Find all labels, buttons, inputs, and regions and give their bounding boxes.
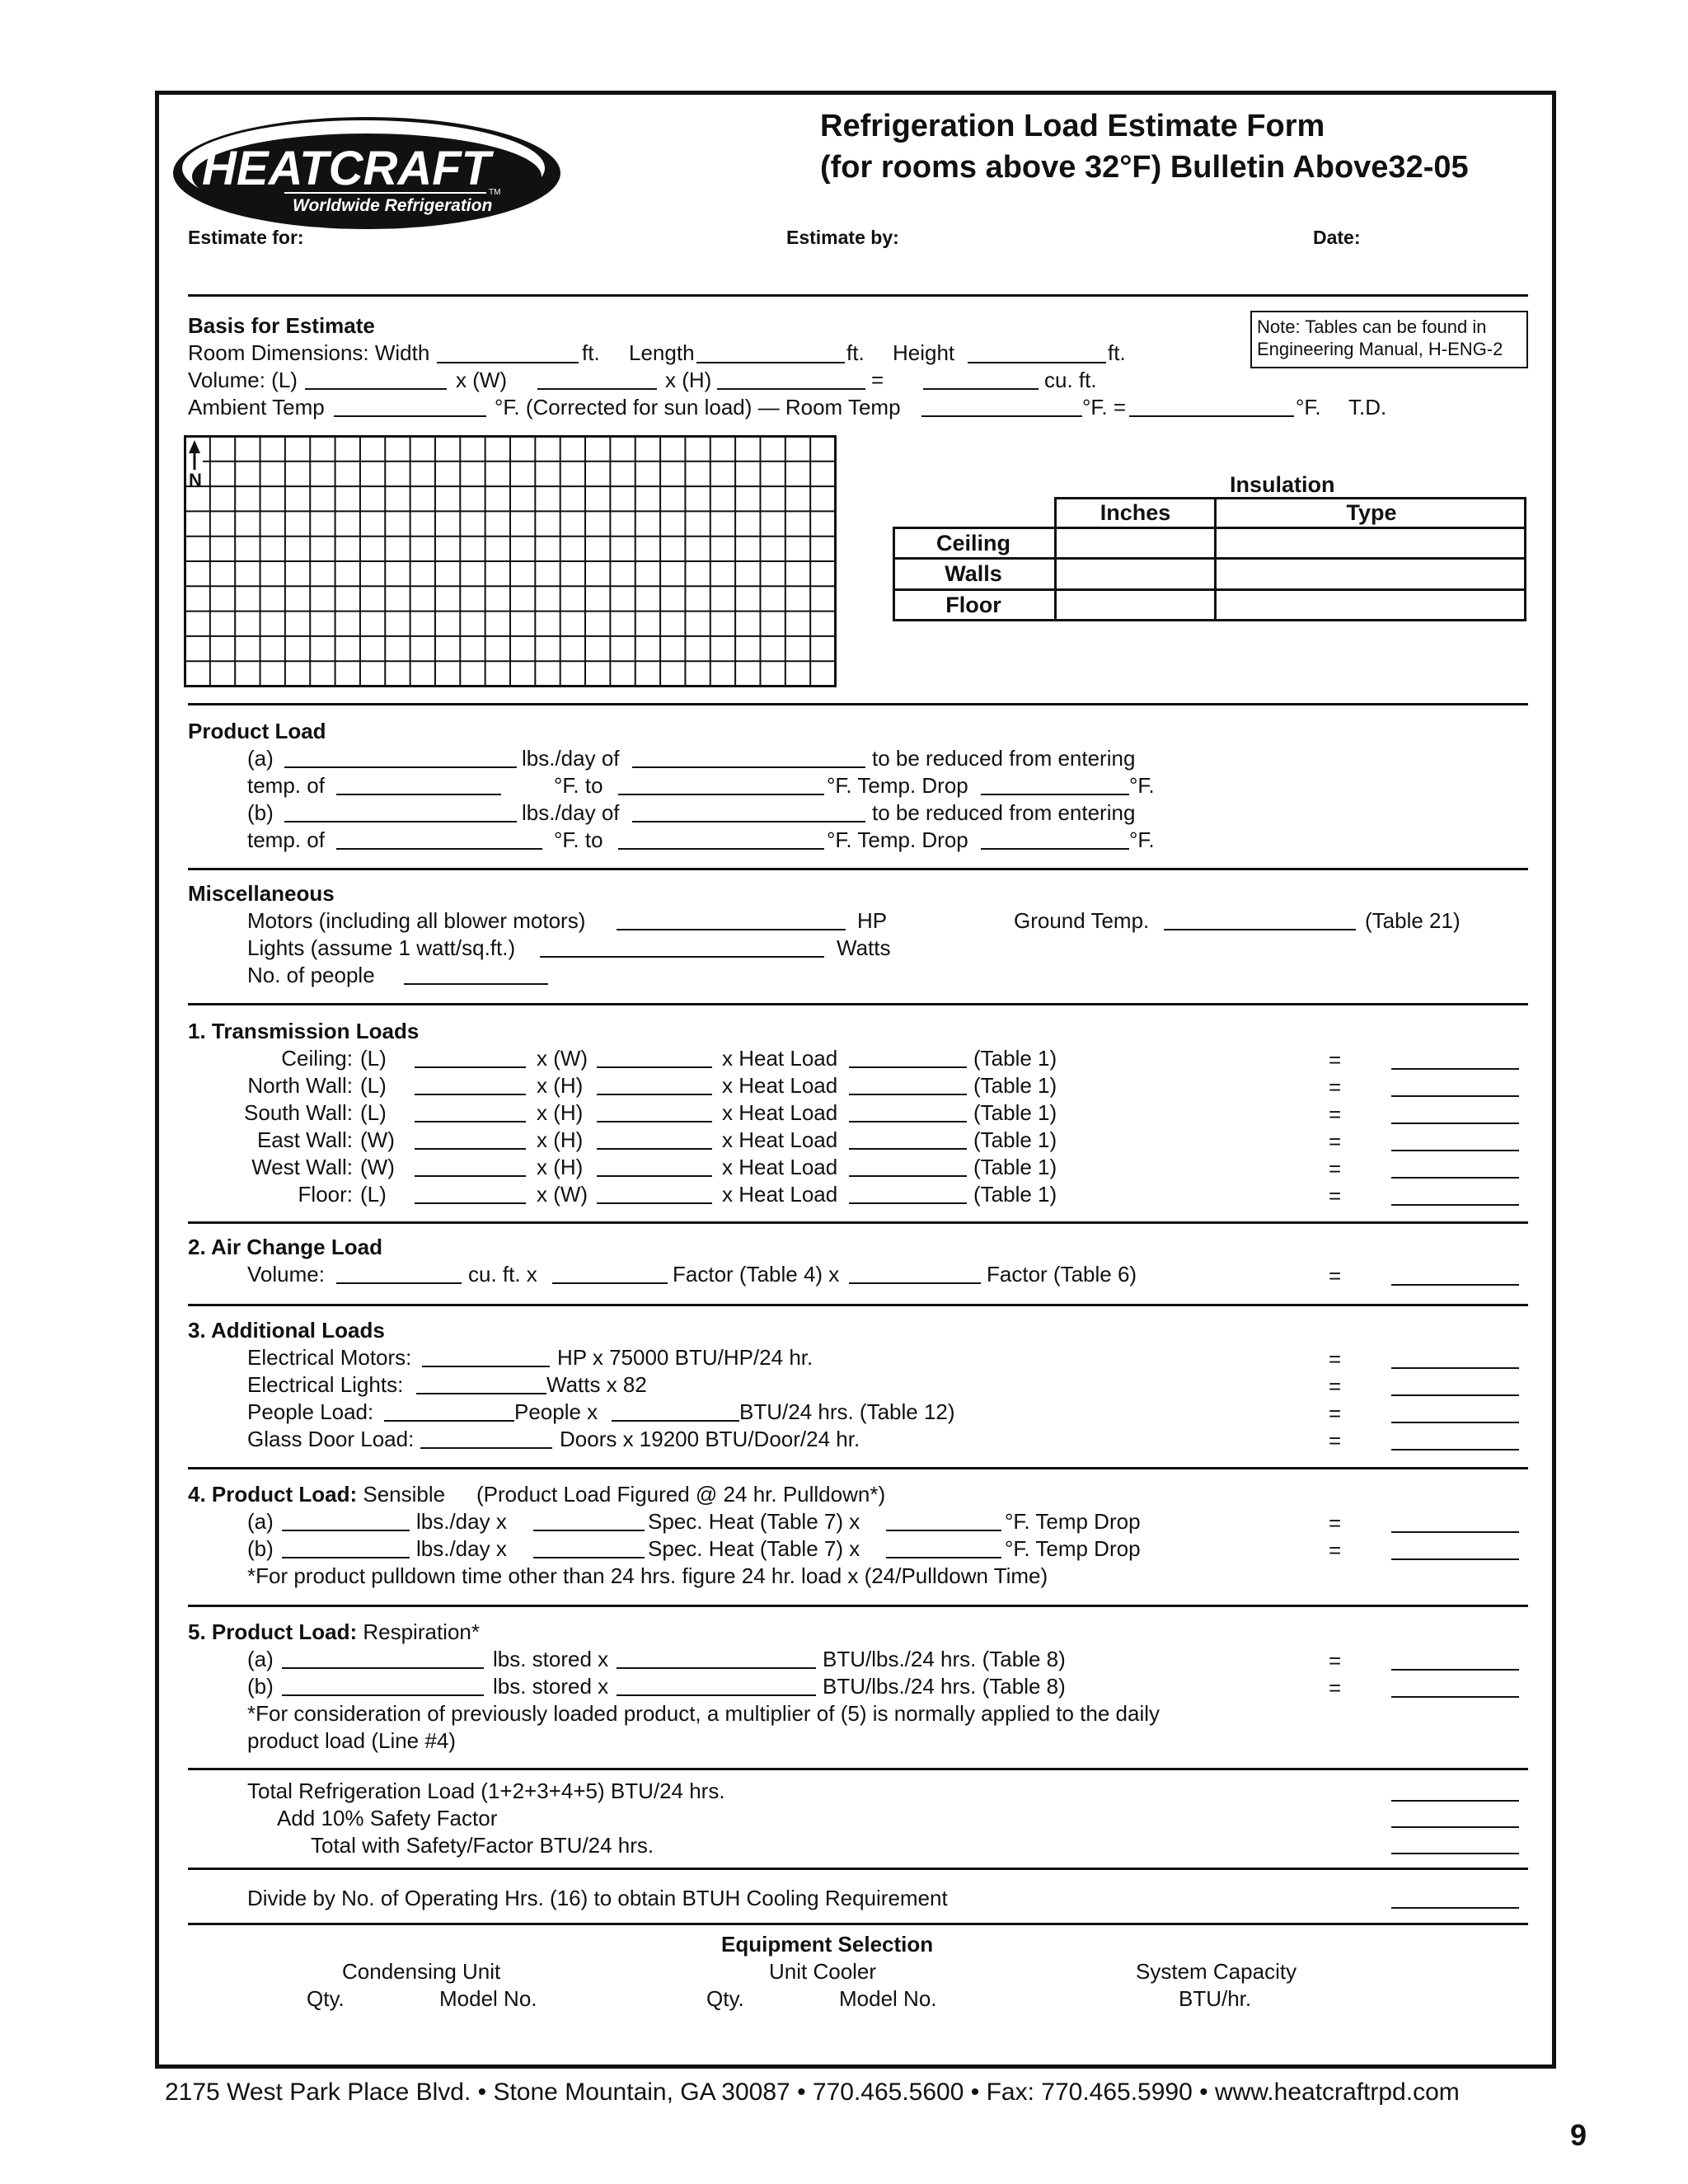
lights-label: Lights (assume 1 watt/sq.ft.)	[247, 935, 516, 960]
motors-hp-field[interactable]	[617, 929, 846, 930]
equals: =	[1329, 1401, 1342, 1426]
temp-of-label: temp. of	[247, 827, 325, 852]
temp-of-label: temp. of	[247, 773, 325, 798]
respiration-lbs-field[interactable]	[282, 1667, 484, 1669]
condensing-unit-label: Condensing Unit	[342, 1959, 501, 1984]
safety-factor-label: Add 10% Safety Factor	[277, 1806, 498, 1830]
btuh-field[interactable]	[1391, 1907, 1519, 1909]
equals: =	[1329, 1511, 1342, 1535]
date-label: Date:	[1313, 227, 1361, 248]
divider	[188, 703, 1528, 705]
unit-ft: ft.	[846, 340, 865, 365]
trans-heat-load-field[interactable]	[849, 1066, 967, 1068]
insulation-col-inches: Inches	[1100, 500, 1171, 525]
additional-result-field[interactable]	[1391, 1394, 1519, 1396]
unit-f-equals: °F. =	[1082, 395, 1127, 419]
system-capacity-label: System Capacity	[1136, 1959, 1297, 1984]
insulation-col-type: Type	[1346, 500, 1397, 525]
motors-label: Motors (including all blower motors)	[247, 908, 586, 933]
temp-drop-label: °F. Temp. Drop	[827, 827, 968, 852]
ambient-temp-field[interactable]	[334, 415, 486, 417]
product-load-heading: Product Load	[188, 719, 326, 743]
trans-dim-a-field[interactable]	[415, 1094, 526, 1095]
product-a-lbs-field[interactable]	[284, 766, 517, 768]
unit-ft: ft.	[1108, 340, 1126, 365]
sensible-lbs-field[interactable]	[282, 1530, 410, 1531]
unit-cooler-label: Unit Cooler	[769, 1959, 877, 1984]
sensible-spec-heat-field[interactable]	[533, 1530, 645, 1531]
condensing-model-label: Model No.	[439, 1986, 537, 2011]
trans-dim-a-field[interactable]	[415, 1175, 526, 1177]
heat-load-label: x Heat Load	[722, 1155, 838, 1179]
lbs-day-x: lbs./day x	[416, 1509, 507, 1534]
trans-row-label: North Wall:	[247, 1073, 353, 1098]
note-line2: Engineering Manual, H-ENG-2	[1257, 339, 1503, 359]
insulation-row-ceiling: Ceiling	[935, 531, 1010, 555]
respiration-a-label: (a)	[247, 1647, 274, 1671]
volume-l-field[interactable]	[305, 388, 447, 390]
elec-lights-field[interactable]	[416, 1393, 546, 1394]
trans-dim-a-field[interactable]	[415, 1066, 526, 1068]
logo-wordmark: HEATCRAFT	[202, 142, 491, 195]
trans-heat-load-field[interactable]	[849, 1148, 967, 1150]
divider	[188, 1221, 1528, 1224]
respiration-lbs-field[interactable]	[282, 1694, 484, 1696]
lbs-day-x: lbs./day x	[416, 1536, 507, 1561]
heat-load-label: x Heat Load	[722, 1182, 838, 1207]
table1-ref: (Table 1)	[973, 1127, 1057, 1152]
product-b-entering-field[interactable]	[336, 848, 542, 850]
sensible-heading: 4. Product Load:	[188, 1482, 358, 1507]
lights-watts-field[interactable]	[540, 956, 824, 958]
trans-dim-b-field[interactable]	[597, 1094, 712, 1095]
trans-row-dim-a: (L)	[360, 1073, 387, 1098]
transmission-heading: 1. Transmission Loads	[188, 1019, 420, 1043]
trans-heat-load-field[interactable]	[849, 1121, 967, 1122]
volume-w-label: x (W)	[456, 368, 508, 392]
trans-row-label: Floor:	[298, 1182, 353, 1207]
equals: =	[1329, 1102, 1342, 1127]
sensible-result-field[interactable]	[1391, 1531, 1519, 1533]
lbs-stored-label: lbs. stored x	[493, 1647, 609, 1671]
north-label: N	[189, 470, 202, 490]
length-label: Length	[629, 340, 695, 365]
total-load-label: Total Refrigeration Load (1+2+3+4+5) BTU/24 hrs.	[247, 1779, 725, 1803]
reduced-from-label: to be reduced from entering	[872, 746, 1136, 771]
ground-temp-label: Ground Temp.	[1014, 908, 1150, 933]
equals: =	[1329, 1129, 1342, 1154]
table1-ref: (Table 1)	[973, 1155, 1057, 1179]
basis-heading: Basis for Estimate	[188, 313, 375, 338]
trans-row-label: East Wall:	[256, 1127, 353, 1152]
people-btu-label: BTU/24 hrs. (Table 12)	[739, 1399, 955, 1424]
table1-ref: (Table 1)	[973, 1073, 1057, 1098]
lbs-day-of: lbs./day of	[522, 746, 620, 771]
table1-ref: (Table 1)	[973, 1182, 1057, 1207]
volume-result-field[interactable]	[923, 388, 1039, 390]
footer-address: 2175 West Park Place Blvd. • Stone Mountain, GA 30087 • 770.465.5600 • Fax: 770.465.5990 • www.heatcraftrpd.com	[165, 2079, 1460, 2106]
trans-heat-load-field[interactable]	[849, 1202, 967, 1204]
form-title-line2: (for rooms above 32°F) Bulletin Above32-05	[820, 150, 1469, 185]
heatcraft-logo	[169, 109, 569, 232]
trans-row-dim-a: (L)	[360, 1100, 387, 1125]
page-number: 9	[1570, 2118, 1587, 2152]
trans-dim-a-field[interactable]	[415, 1121, 526, 1122]
equals: =	[1329, 1263, 1342, 1288]
heat-load-label: x Heat Load	[722, 1073, 838, 1098]
divider	[188, 868, 1528, 870]
additional-heading: 3. Additional Loads	[188, 1318, 385, 1343]
product-b-lbs-field[interactable]	[284, 821, 517, 823]
height-field[interactable]	[968, 362, 1106, 363]
volume-h-label: x (H)	[665, 368, 712, 392]
cooler-qty-label: Qty.	[706, 1986, 744, 2011]
equals: =	[1329, 1075, 1342, 1099]
table1-ref: (Table 1)	[973, 1046, 1057, 1071]
trans-heat-load-field[interactable]	[849, 1094, 967, 1095]
logo-tagline: Worldwide Refrigeration	[293, 196, 493, 215]
trans-row-dim-a: (L)	[360, 1182, 387, 1207]
total-load-field[interactable]	[1391, 1800, 1519, 1802]
divider	[188, 294, 1528, 297]
pulldown-note: (Product Load Figured @ 24 hr. Pulldown*)	[476, 1482, 886, 1507]
respiration-btu-field[interactable]	[617, 1694, 816, 1696]
volume-w-field[interactable]	[537, 388, 657, 390]
capacity-unit-label: BTU/hr.	[1179, 1986, 1252, 2011]
people-load-factor: People x	[514, 1399, 598, 1424]
product-a-drop-field[interactable]	[981, 794, 1129, 795]
divider	[188, 1768, 1528, 1770]
air-change-heading: 2. Air Change Load	[188, 1235, 382, 1259]
heat-load-label: x Heat Load	[722, 1100, 838, 1125]
td-field[interactable]	[1129, 415, 1294, 417]
watts-unit: Watts	[837, 935, 891, 960]
condensing-qty-label: Qty.	[307, 1986, 345, 2011]
respiration-result-field[interactable]	[1391, 1669, 1519, 1671]
product-b-name-field[interactable]	[632, 821, 865, 823]
table8-label: BTU/lbs./24 hrs. (Table 8)	[823, 1647, 1066, 1671]
divider	[188, 1605, 1528, 1607]
equipment-heading: Equipment Selection	[721, 1932, 934, 1957]
room-temp-field[interactable]	[921, 415, 1082, 417]
glass-door-factor: Doors x 19200 BTU/Door/24 hr.	[560, 1427, 860, 1451]
temp-drop-label: °F. Temp Drop	[1005, 1536, 1141, 1561]
trans-dim-b-field[interactable]	[597, 1202, 712, 1204]
hp-unit: HP	[857, 908, 888, 933]
trans-row-dim-a: (W)	[360, 1127, 395, 1152]
trans-result-field[interactable]	[1391, 1150, 1519, 1151]
unit-f: °F.	[1129, 773, 1155, 798]
respiration-footnote-1: *For consideration of previously loaded product, a multiplier of (5) is normally applied to the daily	[247, 1701, 1160, 1726]
room-temp-label: °F. (Corrected for sun load) — Room Temp	[495, 395, 901, 419]
cooler-model-label: Model No.	[839, 1986, 937, 2011]
divider	[188, 1467, 1528, 1469]
air-volume-field[interactable]	[336, 1282, 462, 1284]
temp-drop-label: °F. Temp Drop	[1005, 1509, 1141, 1534]
total-with-safety-label: Total with Safety/Factor BTU/24 hrs.	[311, 1833, 654, 1858]
elec-lights-factor: Watts x 82	[546, 1372, 647, 1397]
table8-label: BTU/lbs./24 hrs. (Table 8)	[823, 1674, 1066, 1699]
divider	[188, 1923, 1528, 1925]
trans-row-label: South Wall:	[244, 1100, 353, 1125]
additional-result-field[interactable]	[1391, 1422, 1519, 1423]
equals: =	[871, 368, 884, 392]
people-btu-field[interactable]	[612, 1420, 739, 1422]
respiration-subheading: Respiration*	[363, 1619, 480, 1644]
reduced-from-label: to be reduced from entering	[872, 800, 1136, 825]
elec-lights-label: Electrical Lights:	[247, 1372, 404, 1397]
equals: =	[1329, 1428, 1342, 1453]
trans-row-dim-b: x (H)	[537, 1073, 584, 1098]
trans-row-dim-a: (W)	[360, 1155, 395, 1179]
volume-label: Volume: (L)	[188, 368, 298, 392]
heat-load-label: x Heat Load	[722, 1046, 838, 1071]
divider	[188, 1304, 1528, 1306]
trans-result-field[interactable]	[1391, 1204, 1519, 1206]
respiration-heading: 5. Product Load:	[188, 1619, 358, 1644]
trans-heat-load-field[interactable]	[849, 1175, 967, 1177]
room-dimensions-label: Room Dimensions: Width	[188, 340, 430, 365]
table1-ref: (Table 1)	[973, 1100, 1057, 1125]
product-a-entering-field[interactable]	[336, 794, 501, 795]
trans-row-label: Ceiling:	[281, 1046, 353, 1071]
respiration-b-label: (b)	[247, 1674, 274, 1699]
td-label: T.D.	[1348, 395, 1387, 419]
air-volume-label: Volume:	[247, 1262, 325, 1286]
heat-load-label: x Heat Load	[722, 1127, 838, 1152]
logo-tm: TM	[489, 188, 501, 197]
note-line1: Note: Tables can be found in	[1257, 316, 1487, 337]
estimate-by-label: Estimate by:	[786, 227, 899, 248]
trans-row-dim-b: x (W)	[537, 1182, 588, 1207]
elec-motors-factor: HP x 75000 BTU/HP/24 hr.	[557, 1345, 814, 1370]
sensible-drop-field[interactable]	[886, 1557, 1001, 1558]
air-factor4-field[interactable]	[552, 1282, 668, 1284]
height-label: Height	[893, 340, 955, 365]
unit-f: °F.	[1296, 395, 1321, 419]
people-field[interactable]	[404, 983, 548, 985]
spec-heat-label: Spec. Heat (Table 7) x	[648, 1509, 860, 1534]
product-a-name-field[interactable]	[632, 766, 865, 768]
trans-dim-a-field[interactable]	[415, 1202, 526, 1204]
trans-dim-a-field[interactable]	[415, 1148, 526, 1150]
divider	[188, 1868, 1528, 1870]
trans-row-dim-b: x (H)	[537, 1100, 584, 1125]
spec-heat-label: Spec. Heat (Table 7) x	[648, 1536, 860, 1561]
trans-row-dim-b: x (H)	[537, 1155, 584, 1179]
equals: =	[1329, 1156, 1342, 1181]
equals: =	[1329, 1538, 1342, 1563]
equals: =	[1329, 1648, 1342, 1673]
people-load-label: People Load:	[247, 1399, 374, 1424]
insulation-row-walls: Walls	[945, 561, 1002, 586]
width-field[interactable]	[437, 362, 579, 363]
air-factor6-field[interactable]	[849, 1282, 981, 1284]
estimate-for-label: Estimate for:	[188, 227, 304, 248]
product-a-label: (a)	[247, 746, 274, 771]
f-to-label: °F. to	[554, 773, 603, 798]
equals: =	[1329, 1347, 1342, 1371]
trans-dim-b-field[interactable]	[597, 1121, 712, 1122]
trans-result-field[interactable]	[1391, 1122, 1519, 1124]
unit-f: °F.	[1129, 827, 1155, 852]
room-sketch-grid[interactable]	[184, 435, 837, 687]
trans-row-dim-b: x (H)	[537, 1127, 584, 1152]
respiration-result-field[interactable]	[1391, 1696, 1519, 1698]
equals: =	[1329, 1183, 1342, 1208]
trans-row-label: West Wall:	[251, 1155, 353, 1179]
air-cuft-label: cu. ft. x	[468, 1262, 537, 1286]
elec-motors-label: Electrical Motors:	[247, 1345, 412, 1370]
product-b-drop-field[interactable]	[981, 848, 1129, 850]
divider	[188, 1003, 1528, 1005]
trans-dim-b-field[interactable]	[597, 1148, 712, 1150]
trans-result-field[interactable]	[1391, 1068, 1519, 1070]
volume-h-field[interactable]	[717, 388, 865, 390]
trans-dim-b-field[interactable]	[597, 1066, 712, 1068]
sensible-spec-heat-field[interactable]	[533, 1557, 645, 1558]
lbs-day-of: lbs./day of	[522, 800, 620, 825]
equals: =	[1329, 1374, 1342, 1399]
additional-result-field[interactable]	[1391, 1449, 1519, 1451]
table21-ref: (Table 21)	[1365, 908, 1461, 933]
sensible-footnote: *For product pulldown time other than 24 hrs. figure 24 hr. load x (24/Pulldown Time)	[247, 1563, 1048, 1588]
air-result-field[interactable]	[1391, 1284, 1519, 1286]
unit-ft: ft.	[582, 340, 600, 365]
length-field[interactable]	[696, 362, 845, 363]
product-b-label: (b)	[247, 800, 274, 825]
trans-result-field[interactable]	[1391, 1177, 1519, 1179]
sensible-subheading: Sensible	[363, 1482, 446, 1507]
equals: =	[1329, 1675, 1342, 1700]
sensible-lbs-field[interactable]	[282, 1557, 410, 1558]
ground-temp-field[interactable]	[1164, 929, 1356, 930]
factor6-label: Factor (Table 6)	[987, 1262, 1137, 1286]
total-with-safety-field[interactable]	[1391, 1853, 1519, 1854]
trans-result-field[interactable]	[1391, 1095, 1519, 1097]
glass-door-label: Glass Door Load:	[247, 1427, 415, 1451]
factor4-label: Factor (Table 4) x	[673, 1262, 840, 1286]
people-load-field[interactable]	[384, 1420, 514, 1422]
respiration-footnote-2: product load (Line #4)	[247, 1728, 456, 1753]
form-title-line1: Refrigeration Load Estimate Form	[820, 109, 1325, 143]
btuh-label: Divide by No. of Operating Hrs. (16) to obtain BTUH Cooling Requirement	[247, 1886, 948, 1910]
trans-row-dim-a: (L)	[360, 1046, 387, 1071]
equals: =	[1329, 1047, 1342, 1072]
glass-door-field[interactable]	[420, 1447, 552, 1449]
product-a-final-field[interactable]	[618, 794, 824, 795]
temp-drop-label: °F. Temp. Drop	[827, 773, 968, 798]
safety-factor-field[interactable]	[1391, 1826, 1519, 1828]
product-b-final-field[interactable]	[618, 848, 824, 850]
sensible-b-label: (b)	[247, 1536, 274, 1561]
f-to-label: °F. to	[554, 827, 603, 852]
trans-row-dim-b: x (W)	[537, 1046, 588, 1071]
people-label: No. of people	[247, 963, 375, 987]
additional-result-field[interactable]	[1391, 1367, 1519, 1369]
elec-motors-field[interactable]	[422, 1366, 550, 1367]
misc-heading: Miscellaneous	[188, 881, 335, 906]
sensible-drop-field[interactable]	[886, 1530, 1001, 1531]
trans-dim-b-field[interactable]	[597, 1175, 712, 1177]
lbs-stored-label: lbs. stored x	[493, 1674, 609, 1699]
sensible-result-field[interactable]	[1391, 1558, 1519, 1560]
insulation-row-floor: Floor	[945, 593, 1001, 617]
insulation-heading: Insulation	[1230, 472, 1335, 497]
ambient-temp-label: Ambient Temp	[188, 395, 325, 419]
respiration-btu-field[interactable]	[617, 1667, 816, 1669]
unit-cuft: cu. ft.	[1044, 368, 1097, 392]
sensible-a-label: (a)	[247, 1509, 274, 1534]
